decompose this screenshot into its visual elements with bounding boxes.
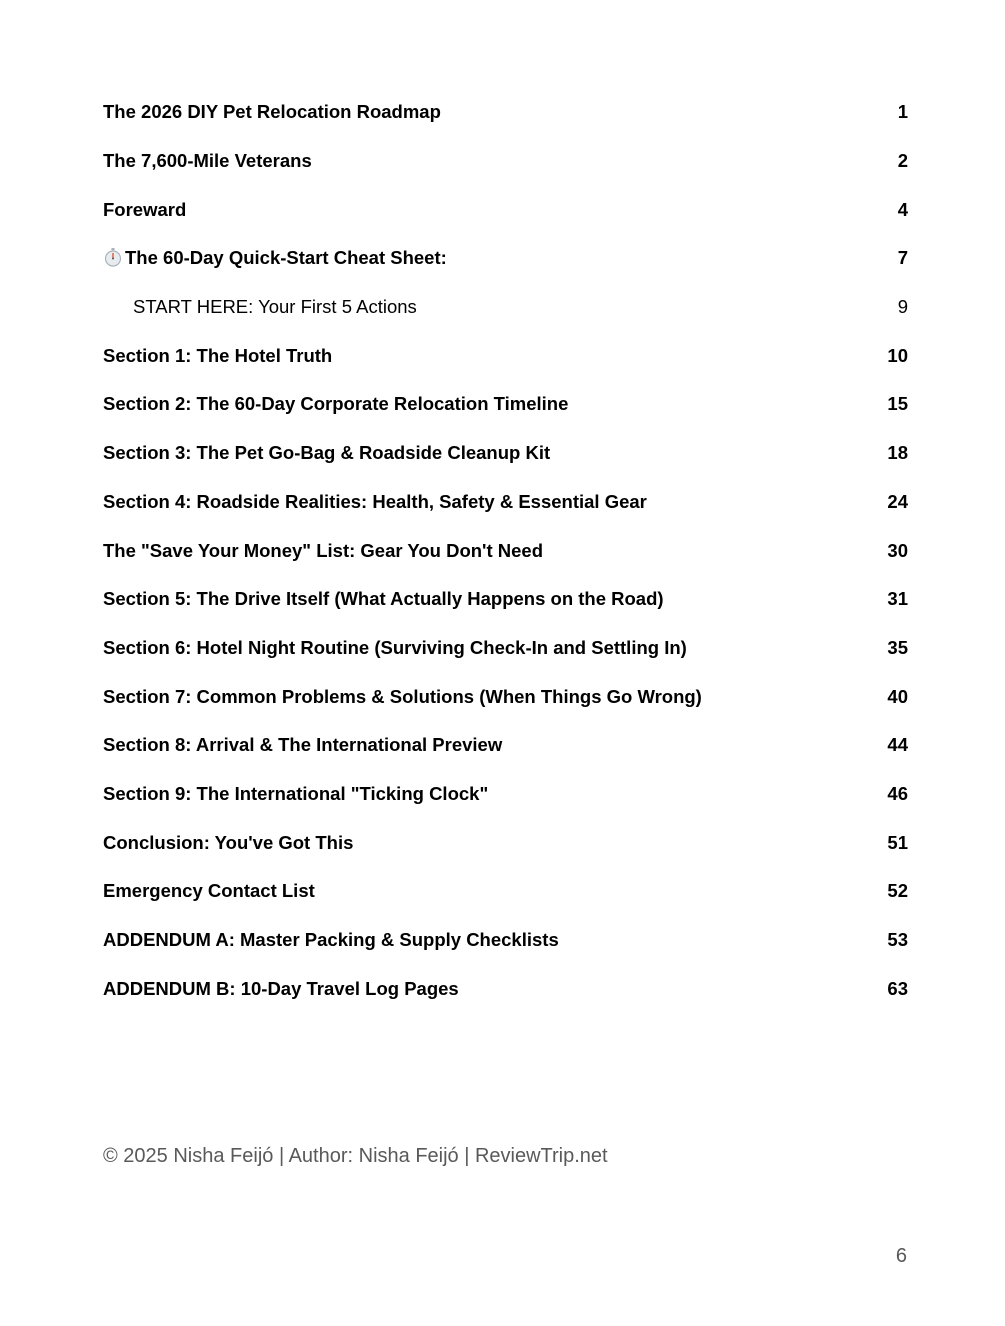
toc-entry[interactable] [103,295,908,344]
toc-entry-title[interactable] [103,539,543,563]
toc-entry-label[interactable]: START HERE: Your First 5 Actions [133,296,417,318]
toc-entry-label[interactable]: Section 6: Hotel Night Routine (Surviving Check-In and Settling In) [103,636,687,658]
toc-entry[interactable] [103,490,908,539]
toc-entry-title[interactable] [103,441,550,465]
toc-entry-title[interactable] [103,685,702,709]
toc-entry-page[interactable]: 53 [887,929,908,951]
toc-entry-title[interactable] [103,344,332,368]
toc-entry-label[interactable]: Section 8: Arrival & The International Preview [103,734,503,756]
toc-entry-page[interactable]: 40 [887,685,908,707]
toc-entry-page[interactable]: 2 [897,150,908,172]
toc-entry-title[interactable] [103,831,353,855]
toc-entry-label[interactable]: Section 4: Roadside Realities: Health, Safety & Essential Gear [103,490,647,512]
toc-entry-label[interactable]: The "Save Your Money" List: Gear You Don't Need [103,539,543,561]
toc-entry-title[interactable] [103,879,315,903]
toc-entry[interactable] [103,976,908,1025]
toc-entry[interactable] [103,684,908,733]
toc-entry-title[interactable] [103,928,559,952]
toc-entry-label[interactable]: ADDENDUM A: Master Packing & Supply Checklists [103,929,559,951]
toc-entry-title[interactable] [103,782,488,806]
toc-entry[interactable] [103,246,908,295]
toc-entry-page[interactable]: 35 [887,636,908,658]
toc-entry-title[interactable] [103,149,312,173]
toc-entry-page[interactable]: 51 [887,831,908,853]
toc-entry-page[interactable]: 30 [887,539,908,561]
toc-entry-label[interactable]: Section 3: The Pet Go-Bag & Roadside Cleanup Kit [103,442,551,464]
toc-entry-label[interactable]: Section 5: The Drive Itself (What Actually Happens on the Road) [103,588,664,610]
toc-entry[interactable] [103,343,908,392]
toc-entry[interactable] [103,587,908,636]
toc-entry[interactable] [103,733,908,782]
stopwatch-icon [103,247,123,267]
toc-entry-page[interactable]: 24 [887,490,908,512]
toc-entry-page[interactable]: 46 [887,782,908,804]
toc-entry-label[interactable]: The 7,600-Mile Veterans [103,150,312,172]
toc-entry-page[interactable]: 4 [897,198,908,220]
toc-entry-page[interactable]: 31 [887,588,908,610]
toc-entry[interactable] [103,538,908,587]
toc-entry-title[interactable] [103,490,647,514]
toc-entry-page[interactable]: 15 [887,393,908,415]
toc-entry[interactable] [103,392,908,441]
toc-entry-label[interactable]: ADDENDUM B: 10-Day Travel Log Pages [103,977,459,999]
copyright-footer: © 2025 Nisha Feijó | Author: Nisha Feijó | ReviewTrip.net [103,1145,608,1167]
page-number: 6 [895,1245,907,1267]
toc-entry-title[interactable] [103,295,417,319]
toc-entry-title[interactable] [103,392,568,416]
toc-entry[interactable] [103,636,908,685]
toc-entry-title[interactable] [103,733,502,757]
toc-entry[interactable] [103,928,908,977]
toc-entry[interactable] [103,149,908,198]
toc-entry-label[interactable]: Section 7: Common Problems & Solutions (When Things Go Wrong) [103,685,702,707]
toc-entry-label[interactable]: Section 1: The Hotel Truth [103,344,333,366]
toc-entry-page[interactable]: 9 [897,296,908,318]
toc-entry[interactable] [103,830,908,879]
toc-entry-title[interactable] [103,246,447,270]
toc-entry-title[interactable] [103,636,687,660]
toc-entry-label[interactable]: Emergency Contact List [103,880,315,902]
toc-entry[interactable] [103,197,908,246]
toc-entry-label[interactable]: Section 9: The International "Ticking Clock" [103,782,489,804]
toc-entry-label[interactable]: Foreward [103,198,187,220]
toc-entry-page[interactable]: 52 [887,880,908,902]
toc-entry-page[interactable]: 10 [887,344,908,366]
toc-entry-label[interactable]: Section 2: The 60-Day Corporate Relocation Timeline [103,393,569,415]
toc-entry[interactable] [103,879,908,928]
toc-entry-page[interactable]: 18 [887,442,908,464]
toc-entry-page[interactable]: 63 [887,977,908,999]
toc-entry-title[interactable] [103,198,186,222]
toc-entry-title[interactable] [103,587,664,611]
toc-entry-label[interactable]: The 2026 DIY Pet Relocation Roadmap [103,101,441,123]
toc-entry-label[interactable]: The 60-Day Quick-Start Cheat Sheet: [125,247,447,269]
toc-entry[interactable] [103,100,908,149]
toc-entry-title[interactable] [103,977,459,1001]
toc-entry-label[interactable]: Conclusion: You've Got This [103,831,354,853]
table-of-contents [103,100,908,1025]
toc-entry[interactable] [103,782,908,831]
toc-entry-page[interactable]: 44 [887,734,908,756]
toc-entry[interactable] [103,441,908,490]
toc-entry-page[interactable]: 7 [897,247,908,269]
toc-entry-page[interactable]: 1 [897,101,908,123]
toc-entry-title[interactable] [103,100,441,124]
